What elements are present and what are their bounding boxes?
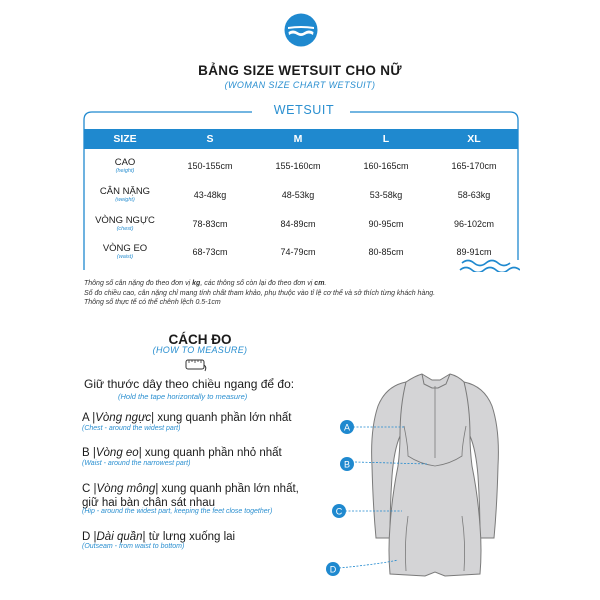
table-row bbox=[84, 237, 518, 267]
step-hip: C |Vòng mông| xung quanh phần lớn nhất, giữ hai bàn chân sát nhau bbox=[82, 483, 299, 509]
row-label: VÒNG NGỰC bbox=[95, 214, 155, 226]
cell: 165-170cm bbox=[451, 161, 497, 171]
svg-text:D: D bbox=[329, 564, 337, 575]
step-waist: B |Vòng eo| xung quanh phần nhỏ nhất bbox=[82, 447, 282, 459]
step-chest: A |Vòng ngực| xung quanh phần lớn nhất bbox=[82, 412, 292, 424]
row-sublabel: (height) bbox=[115, 167, 135, 174]
marker-d-icon bbox=[326, 562, 340, 576]
measuring-tape-icon bbox=[184, 357, 208, 373]
page-subtitle: (WOMAN SIZE CHART WETSUIT) bbox=[224, 80, 376, 90]
col-header-l: L bbox=[382, 133, 390, 145]
wave-circle-logo-icon bbox=[284, 13, 318, 47]
row-label: CÂN NẶNG bbox=[99, 185, 151, 197]
note-reference: Số đo chiều cao, cân nặng chỉ mang tính chất tham khảo, phụ thuộc vào tỉ lệ cơ thể và sở thích từng khách hàng. bbox=[84, 289, 436, 297]
page-title: BẢNG SIZE WETSUIT CHO NỮ bbox=[198, 63, 402, 78]
measure-instruction-sub: (Hold the tape horizontally to measure) bbox=[118, 392, 248, 401]
table-row bbox=[84, 151, 518, 181]
note-units: Thông số cân nặng đo theo đơn vị kg, các thông số còn lại đo theo đơn vị cm. bbox=[84, 280, 327, 287]
cell: 78-83cm bbox=[192, 219, 228, 229]
cell: 84-89cm bbox=[280, 219, 316, 229]
size-notes bbox=[84, 279, 435, 308]
cell: 68-73cm bbox=[192, 247, 228, 257]
svg-text:A: A bbox=[343, 422, 351, 433]
wave-decoration-icon bbox=[460, 268, 520, 273]
table-row bbox=[84, 209, 518, 239]
cell: 160-165cm bbox=[363, 161, 409, 171]
row-sublabel: (chest) bbox=[116, 225, 134, 232]
cell: 155-160cm bbox=[275, 161, 321, 171]
step-chest-sub: (Chest - around the widest part) bbox=[82, 425, 181, 432]
cell: 58-63kg bbox=[457, 190, 491, 200]
marker-b-icon bbox=[340, 457, 354, 471]
row-label: CAO bbox=[114, 156, 136, 168]
measure-title: CÁCH ĐO bbox=[168, 332, 232, 347]
measure-subtitle: (HOW TO MEASURE) bbox=[152, 345, 248, 355]
cell: 43-48kg bbox=[193, 190, 227, 200]
col-header-s: S bbox=[206, 133, 214, 145]
col-header-m: M bbox=[293, 133, 303, 145]
step-outseam-sub: (Outseam - from waist to bottom) bbox=[82, 543, 185, 550]
step-outseam: D |Dài quần| từ lưng xuống lai bbox=[82, 531, 236, 543]
cell: 74-79cm bbox=[280, 247, 316, 257]
cell: 53-58kg bbox=[369, 190, 403, 200]
marker-c-icon bbox=[332, 504, 346, 518]
cell: 96-102cm bbox=[453, 219, 495, 229]
col-header-size: SIZE bbox=[113, 133, 137, 145]
row-sublabel: (waist) bbox=[116, 253, 134, 260]
svg-text:B: B bbox=[343, 459, 351, 470]
note-tolerance: Thông số thực tế có thể chênh lệch 0.5-1cm bbox=[84, 299, 221, 306]
table-header bbox=[84, 129, 518, 149]
row-label: VÒNG EO bbox=[102, 242, 148, 254]
step-waist-sub: (Waist - around the narrowest part) bbox=[82, 460, 191, 467]
step-hip-sub: (Hip - around the widest part, keeping the feet close together) bbox=[82, 508, 273, 515]
table-row bbox=[84, 180, 518, 210]
cell: 90-95cm bbox=[368, 219, 404, 229]
cell: 89-91cm bbox=[456, 247, 492, 257]
col-header-xl: XL bbox=[467, 133, 481, 145]
cell: 80-85cm bbox=[368, 247, 404, 257]
svg-text:C: C bbox=[335, 506, 343, 517]
cell: 150-155cm bbox=[187, 161, 233, 171]
row-sublabel: (weight) bbox=[115, 196, 135, 203]
marker-a-icon bbox=[340, 420, 354, 434]
table-label: WETSUIT bbox=[262, 103, 346, 117]
cell: 48-53kg bbox=[281, 190, 315, 200]
measure-instruction: Giữ thước dây theo chiều ngang để đo: bbox=[84, 377, 295, 391]
wetsuit-diagram bbox=[320, 366, 550, 600]
